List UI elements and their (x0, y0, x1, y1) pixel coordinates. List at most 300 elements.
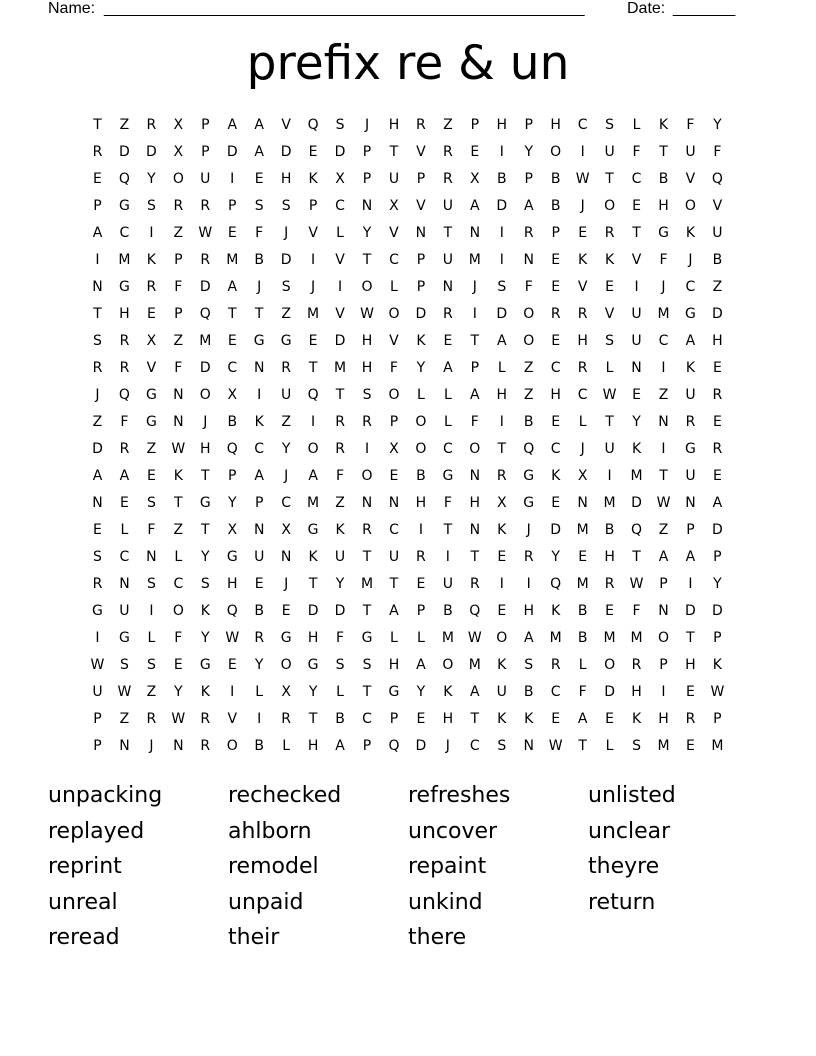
grid-letter: T (470, 548, 480, 565)
word-bank-item: refreshes (408, 783, 511, 808)
grid-letter: C (685, 278, 696, 295)
grid-letter: C (658, 332, 669, 349)
grid-letter: S (605, 332, 615, 349)
grid-letter: O (415, 440, 427, 457)
grid-letter: R (119, 332, 130, 349)
grid-letter: F (686, 116, 695, 133)
grid-letter: O (523, 305, 535, 322)
grid-letter: J (526, 521, 531, 538)
grid-letter: G (307, 521, 319, 538)
grid-letter: C (335, 197, 345, 214)
grid-letter: D (415, 305, 427, 322)
grid-letter: D (415, 737, 427, 754)
grid-letter: E (551, 413, 561, 430)
grid-letter: C (362, 710, 372, 727)
grid-letter: R (119, 440, 130, 457)
grid-letter: N (253, 359, 265, 376)
grid-letter: V (685, 170, 696, 187)
grid-letter: O (657, 629, 669, 646)
grid-letter: X (281, 521, 291, 538)
grid-letter: E (93, 170, 102, 187)
grid-letter: M (630, 629, 643, 646)
grid-letter: W (656, 494, 671, 511)
grid-letter: J (364, 116, 370, 133)
grid-letter: A (496, 332, 507, 349)
grid-letter: B (577, 629, 588, 646)
grid-letter: G (685, 305, 696, 322)
grid-letter: W (171, 710, 186, 727)
grid-letter: Y (201, 629, 210, 646)
grid-letter: B (254, 251, 264, 268)
grid-letter: E (389, 467, 399, 484)
grid-letter: S (362, 656, 372, 673)
grid-letter: R (443, 305, 453, 322)
grid-letter: O (604, 656, 616, 673)
grid-letter: A (685, 548, 696, 565)
grid-letter: R (92, 359, 103, 376)
grid-letter: N (146, 548, 157, 565)
grid-letter: T (443, 224, 453, 241)
grid-letter: K (146, 251, 156, 268)
grid-letter: V (335, 251, 345, 268)
grid-letter: V (631, 251, 642, 268)
grid-letter: W (467, 629, 482, 646)
grid-letter: T (389, 575, 399, 592)
grid-letter: N (685, 494, 696, 511)
grid-letter: O (226, 737, 238, 754)
grid-letter: A (523, 629, 534, 646)
grid-letter: S (524, 656, 534, 673)
grid-letter: L (336, 683, 344, 700)
grid-letter: R (577, 359, 588, 376)
grid-letter: H (631, 683, 642, 700)
grid-letter: I (230, 170, 235, 187)
grid-letter: L (120, 521, 129, 538)
grid-letter: H (604, 548, 615, 565)
grid-letter: R (146, 116, 157, 133)
grid-letter: P (470, 116, 480, 133)
grid-letter: R (712, 386, 723, 403)
grid-letter: G (361, 629, 373, 646)
grid-letter: Z (523, 359, 534, 376)
grid-letter: E (416, 710, 426, 727)
grid-letter: Z (119, 710, 130, 727)
grid-letter: O (415, 413, 427, 430)
grid-letter: T (659, 143, 668, 160)
grid-letter: D (145, 143, 157, 160)
grid-letter: W (171, 440, 186, 457)
grid-letter: N (361, 494, 373, 511)
grid-letter: D (685, 602, 696, 619)
grid-letter: W (710, 683, 725, 700)
grid-letter: J (472, 278, 477, 295)
grid-letter: A (254, 143, 264, 160)
grid-letter: O (280, 656, 292, 673)
grid-letter: C (173, 575, 184, 592)
grid-letter: L (417, 386, 425, 403)
grid-letter: A (416, 656, 426, 673)
grid-letter: G (685, 440, 696, 457)
grid-letter: T (227, 305, 237, 322)
grid-letter: A (470, 683, 480, 700)
grid-letter: K (524, 710, 534, 727)
grid-letter: V (281, 116, 291, 133)
grid-letter: Z (119, 116, 130, 133)
grid-letter: U (254, 548, 265, 565)
grid-letter: N (442, 278, 454, 295)
grid-letter: S (497, 737, 507, 754)
grid-letter: L (497, 359, 506, 376)
grid-letter: R (469, 575, 480, 592)
grid-letter: Q (550, 575, 562, 592)
grid-letter: W (117, 683, 132, 700)
grid-letter: X (389, 197, 399, 214)
grid-letter: U (388, 170, 400, 187)
grid-letter: L (605, 359, 614, 376)
grid-letter: M (549, 629, 562, 646)
grid-letter: A (92, 467, 103, 484)
grid-letter: C (577, 386, 588, 403)
grid-letter: E (146, 467, 156, 484)
grid-letter: P (362, 170, 372, 187)
grid-letter: S (605, 116, 615, 133)
grid-letter: I (499, 143, 504, 160)
grid-letter: V (335, 305, 345, 322)
grid-letter: Q (307, 386, 319, 403)
grid-letter: R (92, 143, 103, 160)
grid-letter: M (468, 656, 481, 673)
worksheet-header (48, 0, 748, 20)
grid-letter: R (577, 305, 588, 322)
grid-letter: T (605, 170, 614, 187)
grid-letter: Q (469, 602, 481, 619)
grid-letter: D (280, 143, 292, 160)
grid-letter: K (685, 359, 696, 376)
grid-letter: I (95, 251, 100, 268)
grid-letter: Z (658, 521, 669, 538)
grid-letter: R (712, 440, 723, 457)
grid-letter: P (470, 359, 480, 376)
grid-letter: T (686, 629, 695, 646)
grid-letter: H (119, 305, 130, 322)
grid-letter: N (469, 521, 481, 538)
grid-letter: K (497, 656, 507, 673)
grid-letter: H (361, 332, 373, 349)
grid-letter: E (227, 656, 237, 673)
word-bank (48, 778, 768, 956)
grid-letter: I (580, 143, 585, 160)
grid-letter: E (551, 251, 561, 268)
grid-letter: R (416, 548, 426, 565)
grid-letter: Y (713, 575, 722, 592)
grid-letter: R (281, 359, 292, 376)
grid-letter: T (254, 305, 264, 322)
grid-letter: E (632, 197, 641, 214)
grid-letter: G (92, 602, 103, 619)
grid-letter: R (496, 467, 507, 484)
word-bank-item: reprint (48, 854, 122, 879)
grid-letter: P (524, 116, 533, 133)
grid-letter: K (335, 521, 345, 538)
word-bank-item: unreal (48, 889, 118, 915)
grid-letter: U (496, 683, 507, 700)
grid-letter: E (712, 467, 722, 484)
grid-letter: F (632, 143, 641, 160)
grid-letter: R (443, 170, 453, 187)
grid-letter: W (602, 386, 617, 403)
grid-letter: B (550, 197, 561, 214)
grid-letter: M (657, 737, 670, 754)
grid-letter: J (284, 467, 289, 484)
word-bank-item: replayed (48, 818, 145, 844)
grid-letter: J (257, 278, 262, 295)
grid-letter: J (445, 737, 450, 754)
grid-letter: X (173, 116, 184, 133)
grid-letter: N (415, 224, 427, 241)
grid-letter: N (92, 278, 103, 295)
grid-letter: P (389, 710, 399, 727)
grid-letter: E (551, 332, 561, 349)
grid-letter: R (92, 575, 103, 592)
grid-letter: C (550, 440, 561, 457)
grid-letter: P (93, 737, 102, 754)
word-bank-item: return (588, 889, 656, 915)
grid-letter: I (526, 575, 531, 592)
grid-letter: S (146, 575, 156, 592)
grid-letter: M (360, 575, 374, 592)
grid-letter: R (685, 710, 696, 727)
grid-letter: M (118, 251, 131, 268)
grid-letter: A (523, 197, 534, 214)
grid-letter: E (254, 575, 264, 592)
grid-letter: L (390, 278, 398, 295)
grid-letter: L (390, 629, 398, 646)
grid-letter: H (469, 494, 481, 511)
grid-letter: K (254, 413, 264, 430)
grid-letter: K (443, 683, 453, 700)
grid-letter: R (146, 278, 157, 295)
grid-letter: J (95, 386, 100, 403)
grid-letter: A (470, 386, 480, 403)
grid-letter: E (551, 710, 561, 727)
grid-letter: P (174, 251, 183, 268)
grid-letter: T (362, 548, 372, 565)
grid-letter: N (523, 251, 534, 268)
grid-letter: O (388, 305, 400, 322)
grid-letter: K (578, 251, 588, 268)
grid-letter: E (712, 413, 722, 430)
grid-letter: A (470, 197, 480, 214)
grid-letter: T (362, 602, 372, 619)
grid-letter: U (631, 305, 642, 322)
grid-letter: J (203, 413, 208, 430)
grid-letter: Q (388, 737, 400, 754)
grid-letter: O (442, 656, 454, 673)
grid-letter: Z (146, 440, 157, 457)
grid-letter: S (146, 656, 156, 673)
grid-letter: R (200, 710, 211, 727)
grid-letter: X (335, 170, 345, 187)
grid-letter: K (658, 116, 669, 133)
grid-letter: R (119, 359, 130, 376)
grid-letter: G (280, 332, 292, 349)
grid-letter: P (551, 224, 560, 241)
grid-letter: P (416, 170, 426, 187)
grid-letter: I (688, 575, 693, 592)
grid-letter: J (149, 737, 154, 754)
grid-letter: I (311, 251, 316, 268)
grid-letter: T (362, 251, 372, 268)
grid-letter: F (713, 143, 722, 160)
grid-letter: P (416, 278, 426, 295)
grid-letter: X (227, 521, 238, 538)
grid-letter: A (254, 467, 264, 484)
grid-letter: T (605, 413, 614, 430)
grid-letter: H (685, 656, 696, 673)
grid-letter: C (254, 440, 265, 457)
grid-letter: H (415, 494, 427, 511)
grid-letter: S (281, 197, 291, 214)
grid-letter: K (631, 440, 642, 457)
grid-letter: E (605, 278, 615, 295)
grid-letter: O (172, 170, 184, 187)
grid-letter: J (311, 278, 316, 295)
grid-letter: R (550, 305, 561, 322)
grid-letter: M (334, 359, 347, 376)
grid-letter: F (443, 494, 452, 511)
grid-letter: D (199, 278, 211, 295)
grid-letter: F (174, 278, 183, 295)
grid-letter: I (311, 413, 316, 430)
grid-letter: Q (307, 116, 319, 133)
grid-letter: D (712, 521, 723, 538)
grid-letter: N (577, 494, 588, 511)
grid-letter: O (496, 629, 508, 646)
grid-letter: M (630, 467, 643, 484)
grid-letter: I (499, 413, 504, 430)
grid-letter: H (658, 197, 669, 214)
grid-letter: Z (146, 683, 157, 700)
grid-letter: P (416, 251, 426, 268)
grid-letter: N (173, 737, 184, 754)
grid-letter: Z (335, 494, 345, 511)
grid-letter: Q (711, 170, 723, 187)
grid-letter: Y (416, 359, 426, 376)
grid-letter: A (443, 359, 453, 376)
word-search-grid (84, 111, 734, 759)
grid-letter: Z (173, 332, 184, 349)
grid-letter: B (604, 521, 615, 538)
grid-letter: L (578, 656, 587, 673)
grid-letter: T (443, 521, 453, 538)
grid-letter: E (632, 386, 641, 403)
grid-letter: S (254, 197, 264, 214)
grid-letter: P (524, 170, 533, 187)
grid-letter: M (199, 332, 212, 349)
grid-letter: L (443, 386, 452, 403)
grid-letter: O (550, 143, 562, 160)
grid-letter: D (199, 359, 211, 376)
word-bank-item: unclear (588, 818, 671, 844)
grid-letter: Y (174, 683, 183, 700)
grid-letter: P (201, 143, 210, 160)
grid-letter: M (603, 629, 616, 646)
grid-letter: E (497, 602, 507, 619)
grid-letter: U (442, 251, 453, 268)
name-label: Name: (48, 0, 96, 17)
grid-letter: C (550, 359, 561, 376)
grid-letter: N (658, 602, 669, 619)
grid-letter: G (199, 656, 211, 673)
grid-letter: Y (308, 683, 318, 700)
page-title: prefix re & un (246, 36, 570, 91)
grid-letter: Q (199, 305, 211, 322)
grid-letter: A (685, 332, 696, 349)
grid-letter: R (604, 575, 615, 592)
grid-letter: T (174, 494, 183, 511)
grid-letter: H (226, 575, 238, 592)
grid-letter: Z (281, 413, 291, 430)
grid-letter: B (550, 170, 561, 187)
grid-letter: M (441, 629, 454, 646)
grid-letter: C (389, 251, 399, 268)
grid-letter: A (227, 116, 238, 133)
grid-letter: O (469, 440, 481, 457)
grid-letter: K (200, 683, 210, 700)
grid-letter: P (362, 143, 372, 160)
grid-letter: S (632, 737, 641, 754)
grid-letter: Y (335, 575, 345, 592)
grid-letter: D (604, 683, 615, 700)
grid-letter: E (605, 710, 615, 727)
word-bank-item: repaint (408, 854, 487, 879)
grid-letter: V (227, 710, 238, 727)
grid-letter: E (551, 494, 561, 511)
grid-letter: H (307, 629, 319, 646)
grid-letter: Z (173, 521, 184, 538)
grid-letter: I (364, 440, 370, 457)
grid-letter: P (308, 197, 318, 214)
grid-letter: E (605, 602, 615, 619)
grid-letter: P (93, 197, 102, 214)
word-bank-item: ahlborn (228, 818, 312, 844)
grid-letter: N (361, 197, 373, 214)
grid-letter: M (307, 494, 320, 511)
grid-letter: M (603, 494, 616, 511)
grid-letter: G (307, 656, 319, 673)
grid-letter: T (93, 305, 102, 322)
grid-letter: Z (173, 224, 184, 241)
grid-letter: D (712, 305, 723, 322)
grid-letter: S (146, 494, 156, 511)
grid-letter: M (576, 521, 589, 538)
grid-letter: Y (632, 413, 641, 430)
word-bank-item: unkind (408, 889, 483, 915)
grid-letter: K (308, 548, 318, 565)
grid-letter: B (254, 602, 264, 619)
grid-letter: L (632, 116, 641, 133)
grid-letter: R (200, 251, 211, 268)
grid-letter: A (92, 224, 103, 241)
grid-letter: E (308, 143, 318, 160)
grid-letter: C (550, 683, 561, 700)
grid-letter: P (713, 548, 722, 565)
grid-letter: F (174, 359, 183, 376)
name-blank-line: ______________________________________________________ (104, 0, 585, 17)
grid-letter: G (119, 629, 130, 646)
grid-letter: S (146, 197, 156, 214)
grid-letter: R (416, 116, 426, 133)
